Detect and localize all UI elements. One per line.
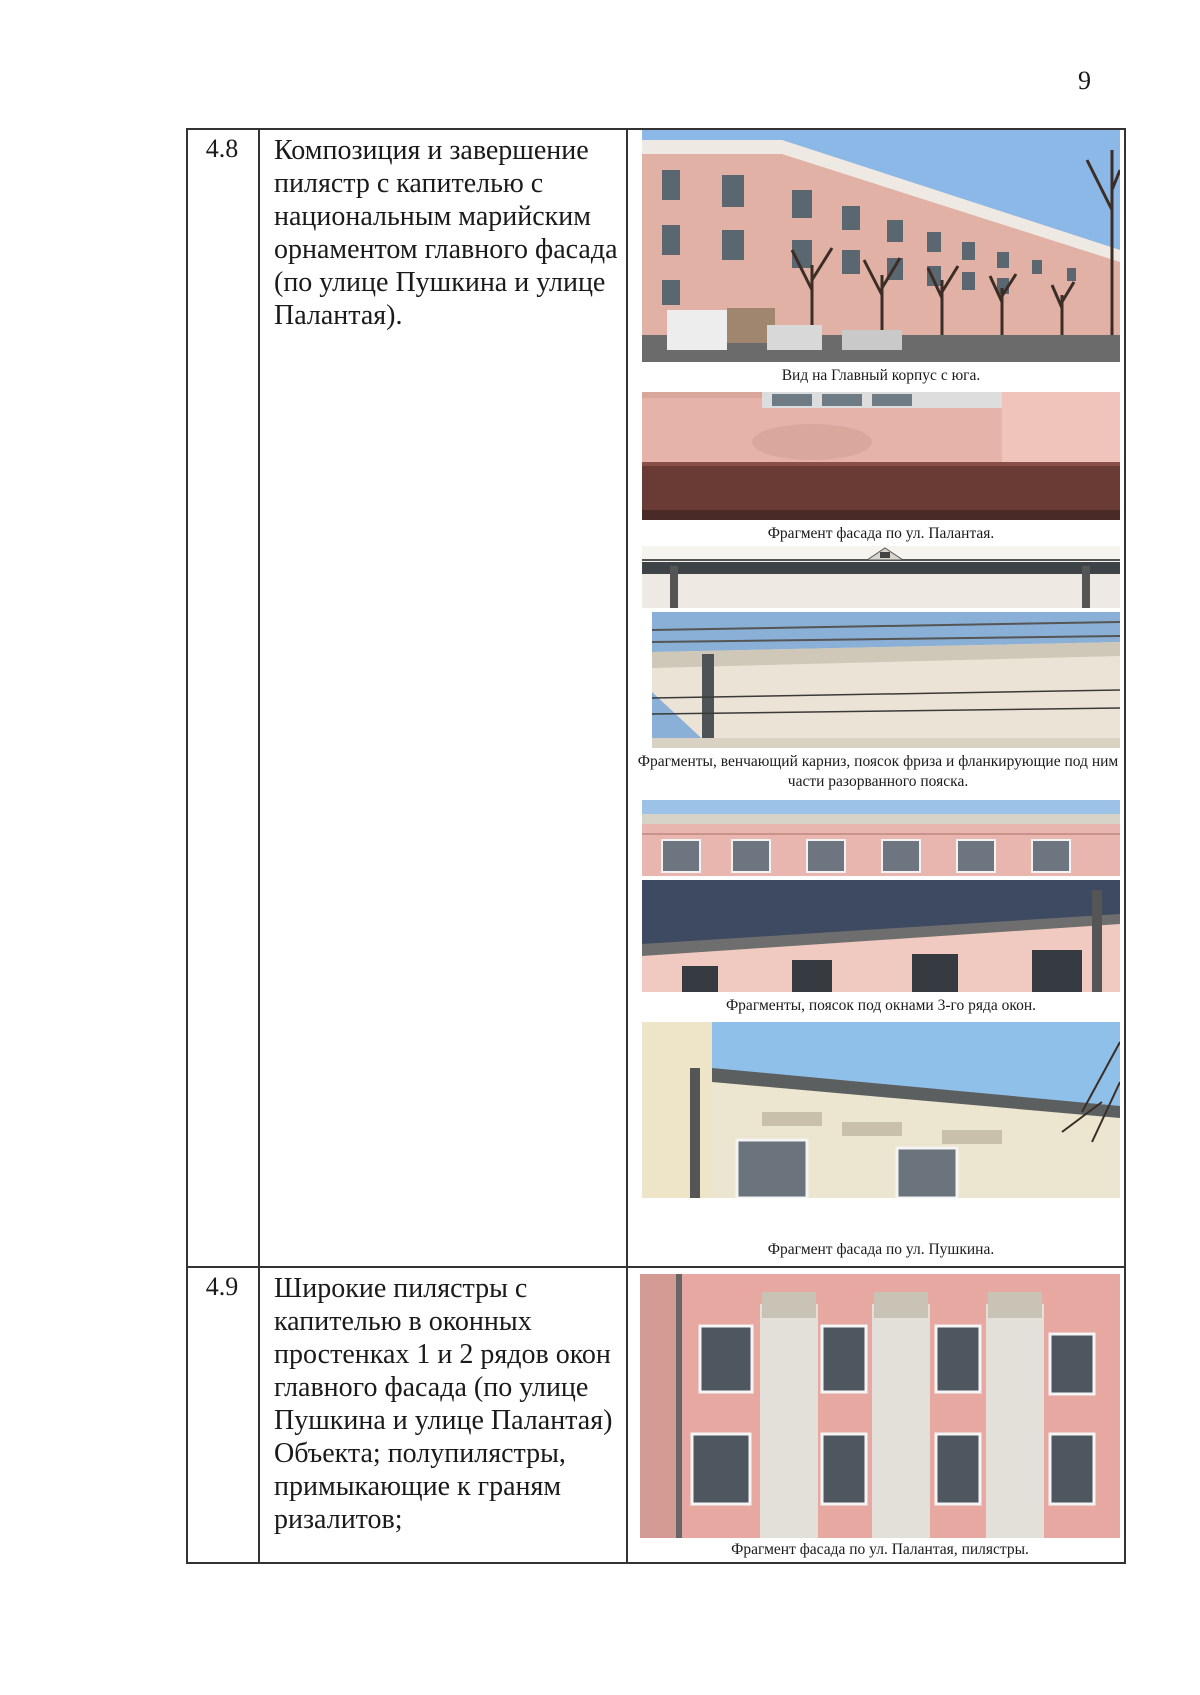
caption-belt-third-row: Фрагменты, поясок под окнами 3-го ряда окон. <box>725 997 1037 1014</box>
photo-facade-palantaya-fragment <box>642 392 1120 520</box>
photo-main-building-south <box>642 130 1120 362</box>
photo-cornice-closeup <box>652 612 1120 748</box>
caption-facade-palantaya-fragment: Фрагмент фасада по ул. Палантая. <box>767 525 995 542</box>
photo-windows-row-upper <box>642 800 1120 876</box>
document-table <box>186 128 1126 1564</box>
caption-facade-pushkina-fragment: Фрагмент фасада по ул. Пушкина. <box>767 1241 995 1258</box>
page-number: 9 <box>1078 66 1091 95</box>
photo-belt-third-row <box>642 880 1120 992</box>
caption-main-building-south: Вид на Главный корпус с юга. <box>781 367 981 384</box>
row-description-4-9: Широкие пилястры с капителью в оконных простенках 1 и 2 рядов окон главного фасада (по улице Пушкина и улице Палантая) Объекта; полупилястры, примыкающие к граням ризалитов; <box>274 1273 613 1535</box>
row-divider <box>186 1266 1126 1268</box>
table-border-bottom <box>186 1562 1126 1564</box>
caption-pilasters-palantaya: Фрагмент фасада по ул. Палантая, пилястры. <box>731 1541 1029 1558</box>
row-description-4-8: Композиция и завершение пилястр с капителью с национальным марийским орнаментом главного фасада (по улице Пушкина и улице Палантая). <box>274 135 618 331</box>
photo-cornice-strip <box>642 546 1120 608</box>
table-border-left <box>186 128 188 1564</box>
row-number-4-8: 4.8 <box>205 134 239 163</box>
row-number-4-9: 4.9 <box>205 1272 239 1301</box>
caption-cornice-frieze: Фрагменты, венчающий карниз, поясок фриза и фланкирующие под ним части разорванного пояска. <box>637 753 1119 790</box>
column-divider-2 <box>626 128 628 1564</box>
table-border-right <box>1124 128 1126 1564</box>
photo-pilasters-palantaya <box>640 1274 1120 1538</box>
photo-facade-pushkina-fragment <box>642 1022 1120 1198</box>
